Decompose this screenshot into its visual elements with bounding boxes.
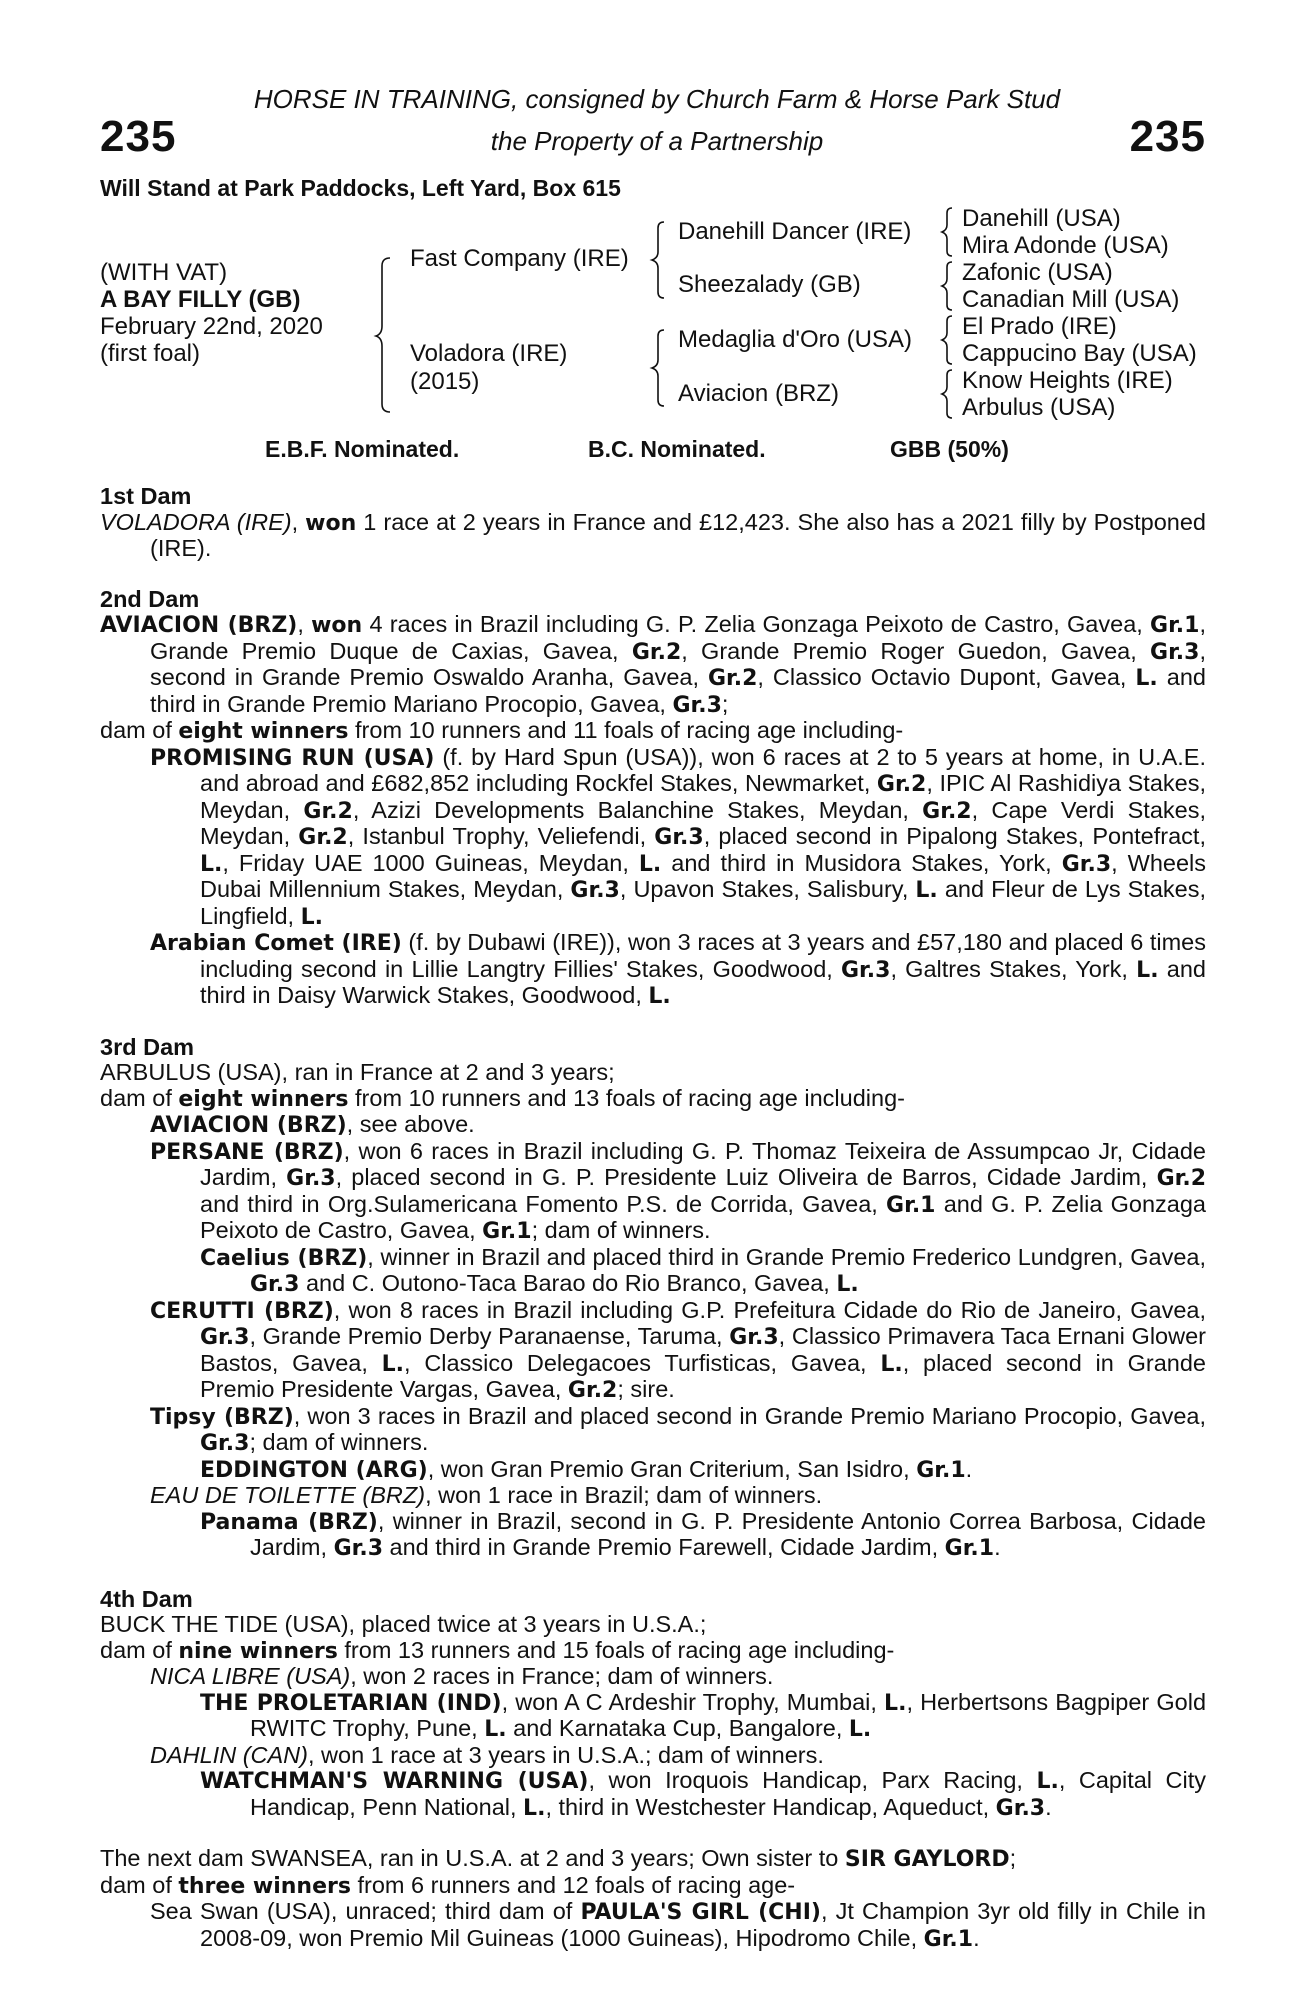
third-dam-produce: dam of eight winners from 10 runners and 13 foals of racing age including- xyxy=(100,1084,905,1112)
produce-arabian-comet: Arabian Comet (IRE) (f. by Dubawi (IRE)), won 3 races at 3 years and £57,180 and placed 6 times including second in Lillie Langtry Fillies' Stakes, Goodwood, Gr.3, Galtres Stakes, York, L. and third in Daisy Warwick Stakes, Goodwood, L. xyxy=(150,929,1206,1009)
pedigree-g7: Know Heights (IRE) xyxy=(962,367,1173,394)
consignor-line: HORSE IN TRAINING, consigned by Church Farm & Horse Park Stud xyxy=(253,84,1061,114)
produce-persane: PERSANE (BRZ), won 6 races in Brazil including G. P. Thomaz Teixeira de Assumpcao Jr, Cidade Jardim, Gr.3, placed second in G. P. Presidente Luiz Oliveira de Barros, Cidade Jardim, Gr.2 and third in Org.Sulamericana Fomento P.S. de Corrida, Gavea, Gr.1 and G. P. Zelia Gonzaga Peixoto de Castro, Gavea, Gr.1; dam of winners. xyxy=(150,1137,1207,1244)
produce-eddington: EDDINGTON (ARG), won Gran Premio Gran Criterium, San Isidro, Gr.1. xyxy=(200,1455,973,1483)
pedigree-dam-dam: Aviacion (BRZ) xyxy=(678,380,839,407)
produce-promising-run: PROMISING RUN (USA) (f. by Hard Spun (USA)), won 6 races at 2 to 5 years at home, in U.A.E. and abroad and £682,852 including Rockfel Stakes, Newmarket, Gr.2, IPIC Al Rashidiya Stakes, Meydan, Gr.2, Azizi Developments Balanchine Stakes, Meydan, Gr.2, Cape Verdi Stakes, Meydan, Gr.2, Istanbul Trophy, Veliefendi, Gr.3, placed second in Pipalong Stakes, Pontefract, L., Friday UAE 1000 Guineas, Meydan, L. and third in Musidora Stakes, York, Gr.3, Wheels Dubai Millennium Stakes, Meydan, Gr.3, Upavon Stakes, Salisbury, L. and Fleur de Lys Stakes, Lingfield, L. xyxy=(150,743,1207,930)
pedigree-g4: Canadian Mill (USA) xyxy=(962,286,1180,313)
produce-watchmans-warning: WATCHMAN'S WARNING (USA), won Iroquois Handicap, Parx Racing, L., Capital City Handicap, Penn National, L., third in Westchester Handicap, Aqueduct, Gr.3. xyxy=(200,1767,1206,1821)
ebf-nominated: E.B.F. Nominated. xyxy=(265,436,460,462)
produce-aviacion: AVIACION (BRZ), see above. xyxy=(150,1111,475,1138)
produce-dahlin: DAHLIN (CAN), won 1 race at 3 years in U.S.A.; dam of winners. xyxy=(150,1741,824,1768)
section-4th-dam: 4th Dam xyxy=(100,1585,193,1612)
pedigree-sire-sire: Danehill Dancer (IRE) xyxy=(678,218,912,245)
second-dam-produce: dam of eight winners from 10 runners and 11 foals of racing age including- xyxy=(100,717,904,744)
lot-note: (first foal) xyxy=(100,340,201,367)
produce-the-proletarian: THE PROLETARIAN (IND), won A C Ardeshir Trophy, Mumbai, L., Herbertsons Bagpiper Gold RWITC Trophy, Pune, L. and Karnataka Cup, Bangalore, L. xyxy=(200,1688,1207,1742)
produce-eau-de-toilette: EAU DE TOILETTE (BRZ), won 1 race in Brazil; dam of winners. xyxy=(150,1482,823,1508)
stand-location: Will Stand at Park Paddocks, Left Yard, Box 615 xyxy=(100,175,621,201)
pedigree-g6: Cappucino Bay (USA) xyxy=(962,340,1197,367)
section-2nd-dam: 2nd Dam xyxy=(100,585,200,612)
pedigree-sire: Fast Company (IRE) xyxy=(410,245,629,272)
lot-number-right: 235 xyxy=(1129,112,1206,161)
fourth-dam-text: BUCK THE TIDE (USA), placed twice at 3 years in U.S.A.; xyxy=(100,1611,707,1637)
pedigree-g5: El Prado (IRE) xyxy=(962,313,1117,340)
produce-tipsy: Tipsy (BRZ), won 3 races in Brazil and placed second in Grande Premio Mariano Procopio, Gavea, Gr.3; dam of winners. xyxy=(150,1402,1206,1456)
gbb-note: GBB (50%) xyxy=(890,436,1009,462)
produce-panama: Panama (BRZ), winner in Brazil, second in G. P. Presidente Antonio Correa Barbosa, Cidade Jardim, Gr.3 and third in Grande Premio Farewell, Cidade Jardim, Gr.1. xyxy=(200,1507,1206,1561)
pedigree-sire-dam: Sheezalady (GB) xyxy=(678,271,861,298)
section-3rd-dam: 3rd Dam xyxy=(100,1033,195,1060)
pedigree-g3: Zafonic (USA) xyxy=(962,259,1113,286)
pedigree-dam-year: (2015) xyxy=(410,368,480,395)
produce-nica-libre: NICA LIBRE (USA), won 2 races in France; dam of winners. xyxy=(150,1663,774,1689)
pedigree-dam-sire: Medaglia d'Oro (USA) xyxy=(678,326,912,353)
produce-caelius: Caelius (BRZ), winner in Brazil and placed third in Grande Premio Frederico Lundgren, Gavea, Gr.3 and C. Outono-Taca Barao do Rio Branco, Gavea, L. xyxy=(200,1243,1206,1297)
section-1st-dam: 1st Dam xyxy=(100,483,192,509)
lot-number-left: 235 xyxy=(100,112,177,161)
bc-nominated: B.C. Nominated. xyxy=(588,436,766,462)
produce-cerutti: CERUTTI (BRZ), won 8 races in Brazil including G.P. Prefeitura Cidade do Rio de Janeiro, Gavea, Gr.3, Grande Premio Derby Paranaense, Taruma, Gr.3, Classico Primavera Taca Ernani Glower Bastos, Gavea, L., Classico Delegacoes Turfisticas, Gavea, L., placed second in Grande Premio Presidente Vargas, Gavea, Gr.2; sire. xyxy=(150,1296,1206,1403)
produce-sea-swan: Sea Swan (USA), unraced; third dam of PAULA'S GIRL (CHI), Jt Champion 3yr old filly in Chile in 2008-09, won Premio Mil Guineas (1000 Guineas), Hipodromo Chile, Gr.1. xyxy=(150,1898,1206,1952)
pedigree-g1: Danehill (USA) xyxy=(962,205,1121,232)
next-dam-produce: dam of three winners from 6 runners and 12 foals of racing age- xyxy=(100,1871,796,1899)
property-line: the Property of a Partnership xyxy=(490,126,824,156)
lot-vat: (WITH VAT) xyxy=(100,259,228,286)
lot-description: A BAY FILLY (GB) xyxy=(100,286,301,313)
third-dam-text: ARBULUS (USA), ran in France at 2 and 3 years; xyxy=(100,1059,615,1085)
fourth-dam-produce: dam of nine winners from 13 runners and 15 foals of racing age including- xyxy=(100,1636,895,1664)
pedigree-g8: Arbulus (USA) xyxy=(962,394,1116,421)
lot-foaled: February 22nd, 2020 xyxy=(100,313,323,340)
second-dam-text: AVIACION (BRZ), won 4 races in Brazil including G. P. Zelia Gonzaga Peixoto de Castro, Gavea, Gr.1, Grande Premio Duque de Caxias, Gavea, Gr.2, Grande Premio Roger Guedon, Gavea, Gr.3, second in Grande Premio Oswaldo Aranha, Gavea, Gr.2, Classico Octavio Dupont, Gavea, L. and third in Grande Premio Mariano Procopio, Gavea, Gr.3; xyxy=(100,611,1206,718)
pedigree-g2: Mira Adonde (USA) xyxy=(962,232,1169,259)
catalogue-body xyxy=(100,484,1206,1952)
pedigree-brackets xyxy=(0,0,1314,460)
next-dam-text: The next dam SWANSEA, ran in U.S.A. at 2 and 3 years; Own sister to SIR GAYLORD; xyxy=(100,1845,1017,1872)
first-dam-text: VOLADORA (IRE), won 1 race at 2 years in France and £12,423. She also has a 2021 filly by Postponed (IRE). xyxy=(100,508,1206,561)
pedigree-dam: Voladora (IRE) xyxy=(410,340,568,367)
